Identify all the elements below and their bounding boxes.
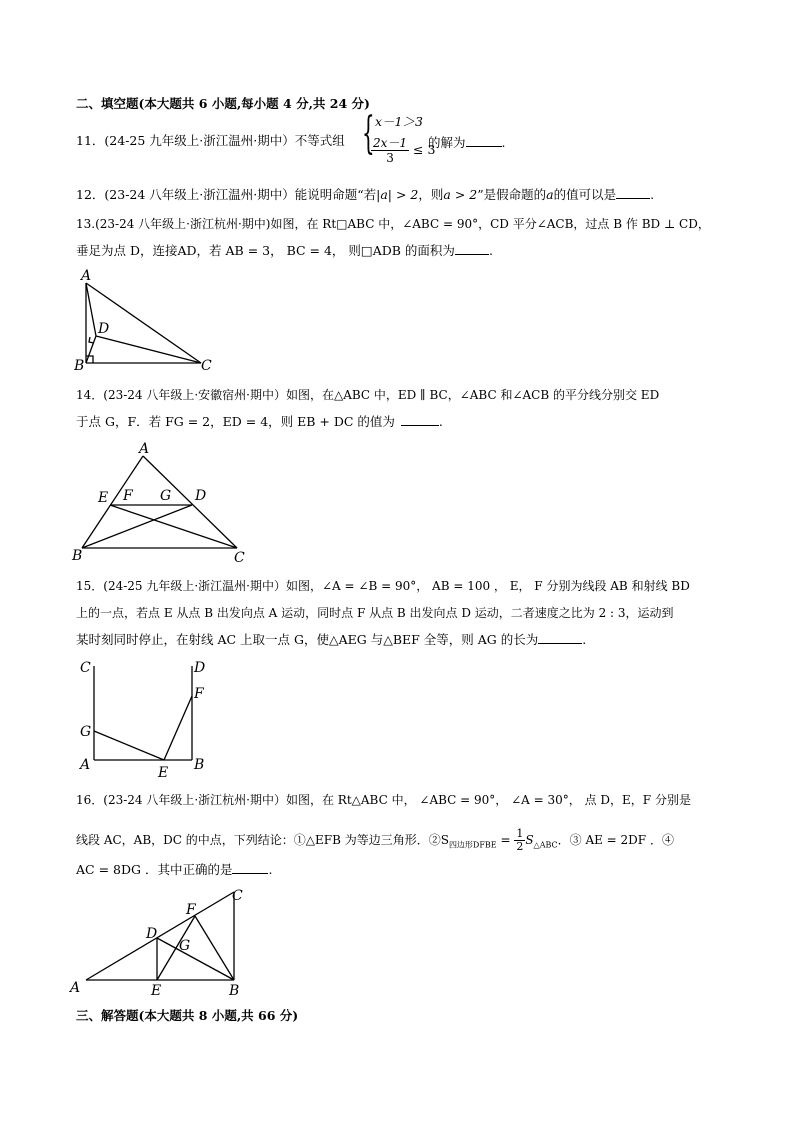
section2-title: 二、填空题(本大题共 6 小题,每小题 4 分,共 24 分) — [76, 96, 370, 111]
q16-half — [514, 828, 525, 853]
q16-line2-text: 线段 AC，AB，DC 的中点，下列结论：①△EFB 为等边三角形．②S — [76, 833, 449, 847]
fig14-label-F: F — [123, 488, 133, 504]
q11-suffix-line — [428, 135, 506, 151]
fig15-label-B: B — [194, 757, 205, 773]
fig14-label-E: E — [98, 490, 109, 506]
q11-num: 2x－1 — [373, 136, 408, 150]
section3-title: 三、解答题(本大题共 8 小题,共 66 分) — [76, 1008, 299, 1023]
fig15-label-E: E — [158, 765, 169, 781]
figure-16 — [66, 884, 256, 1000]
fig16-label-D: D — [146, 926, 158, 942]
q11-rel: ≤ 3 — [413, 142, 436, 157]
fig16-label-A: A — [70, 980, 81, 996]
fig14-line-CF — [110, 505, 237, 548]
fig13-label-A: A — [81, 268, 92, 284]
q11-fraction — [371, 136, 409, 165]
fig15-label-G: G — [80, 724, 92, 740]
q16-half-num: 1 — [516, 827, 524, 840]
q12-var: a — [546, 187, 554, 202]
fig14-label-A: A — [139, 441, 150, 457]
fig14-label-C: C — [234, 550, 245, 566]
q13-line2-text: 垂足为点 D，连接AD，若 AB = 3， BC = 4， 则□ADB 的面积为 — [76, 243, 455, 258]
q16-line3 — [76, 862, 272, 878]
fig15-label-D: D — [194, 660, 206, 676]
q13-line1: 13.(23-24 八年级上·浙江杭州·期中)如图，在 Rt□ABC 中，∠ABC = 90°，CD 平分∠ACB，过点 B 作 BD ⊥ CD， — [76, 217, 710, 231]
q11-blank[interactable] — [466, 146, 502, 147]
q16-blank[interactable] — [232, 873, 268, 874]
fig16-line-AC — [86, 892, 234, 980]
q14-blank[interactable] — [401, 425, 439, 426]
q16-sub2: △ABC — [533, 840, 558, 850]
fig13-line-DC — [96, 336, 201, 363]
q16-half-den: 2 — [516, 840, 524, 853]
q11-end: . — [501, 135, 506, 150]
fig16-label-C: C — [232, 888, 243, 904]
q14-line1: 14．(23-24 八年级上·安徽宿州·期中）如图，在△ABC 中，ED ∥ BC，∠ABC 和∠ACB 的平分线分别交 ED — [76, 388, 660, 402]
q15-line2: 上的一点，若点 E 从点 B 出发向点 A 运动，同时点 F 从点 B 出发向点 D 运动，二者速度之比为 2 : 3，运动到 — [76, 606, 674, 620]
fig13-label-C: C — [201, 358, 212, 374]
q16-line2 — [76, 828, 674, 853]
q15-line3-text: 某时刻同时停止，在射线 AC 上取一点 G，使△AEG 与△BEF 全等，则 AG 的长为 — [76, 632, 539, 647]
q16-s2: S — [525, 833, 534, 847]
q16-line3-text: AC = 8DG ．其中正确的是 — [76, 862, 233, 877]
question-12 — [76, 187, 654, 203]
fig13-label-B: B — [74, 358, 85, 374]
q14-line2 — [76, 414, 443, 430]
q13-end: . — [488, 243, 493, 258]
q16-sub1: 四边形DFBE — [448, 840, 497, 850]
fig16-line-FB — [195, 916, 234, 980]
q16-end: . — [268, 862, 273, 877]
q13-line2 — [76, 243, 493, 259]
q12-blank[interactable] — [616, 198, 650, 199]
q11-row2 — [371, 136, 435, 165]
fig13-line-AD — [86, 283, 96, 336]
q14-line2-text: 于点 G，F．若 FG = 2，ED = 4，则 EB + DC 的值为 — [76, 414, 395, 429]
fig15-line-EF — [164, 696, 192, 760]
q12-text-c: ”是假命题的 — [477, 187, 547, 202]
q11-row1: x－1＞3 — [375, 114, 423, 129]
q14-end: . — [438, 414, 443, 429]
q15-line1: 15．(24-25 九年级上·浙江温州·期中）如图，∠A = ∠B = 90°， AB = 100 ， E， F 分别为线段 AB 和射线 BD — [76, 579, 690, 593]
q12-end: . — [650, 187, 655, 202]
fig16-line-DB — [157, 938, 234, 980]
q12-cond: a > 2 — [443, 187, 478, 202]
q12-abs: |a| > 2 — [376, 187, 419, 202]
q13-blank[interactable] — [455, 254, 489, 255]
fig14-label-D: D — [195, 488, 207, 504]
q11-brace: { — [362, 108, 375, 159]
q15-blank[interactable] — [538, 643, 582, 644]
fig14-line-AB — [82, 456, 143, 548]
q12-text-d: 的值可以是 — [553, 187, 617, 202]
q15-line3 — [76, 632, 586, 648]
q16-eq: = — [496, 833, 515, 847]
q15-end: . — [582, 632, 587, 647]
fig13-label-D: D — [98, 321, 110, 337]
fig15-line-GE — [94, 731, 164, 760]
figure-14 — [70, 438, 250, 566]
fig14-label-B: B — [72, 548, 83, 564]
fig15-label-A: A — [80, 757, 91, 773]
figure-13 — [74, 266, 214, 374]
fig16-label-E: E — [151, 983, 162, 999]
fig15-label-F: F — [194, 686, 204, 702]
q12-text-b: ，则 — [418, 187, 444, 202]
fig16-label-B: B — [229, 983, 240, 999]
fig14-line-AC — [143, 456, 237, 548]
fig15-label-C: C — [80, 660, 91, 676]
q11-prefix: 11．(24-25 九年级上·浙江温州·期中）不等式组 — [76, 133, 345, 148]
fig13-line-BD — [86, 336, 96, 363]
q16-line2b: ．③ AE = 2DF ．④ — [557, 833, 674, 847]
q11-suffix: 的解为 — [428, 135, 466, 150]
q16-line1: 16．(23-24 八年级上·浙江杭州·期中）如图，在 Rt△ABC 中， ∠ABC = 90°， ∠A = 30°， 点 D，E，F 分别是 — [76, 793, 691, 807]
q11-den: 3 — [386, 151, 394, 165]
figure-15 — [72, 656, 222, 782]
fig14-label-G: G — [160, 488, 172, 504]
fig16-label-F: F — [186, 902, 196, 918]
fig16-label-G: G — [179, 938, 191, 954]
q12-text-a: 12．(23-24 八年级上·浙江温州·期中）能说明命题“若 — [76, 187, 377, 202]
